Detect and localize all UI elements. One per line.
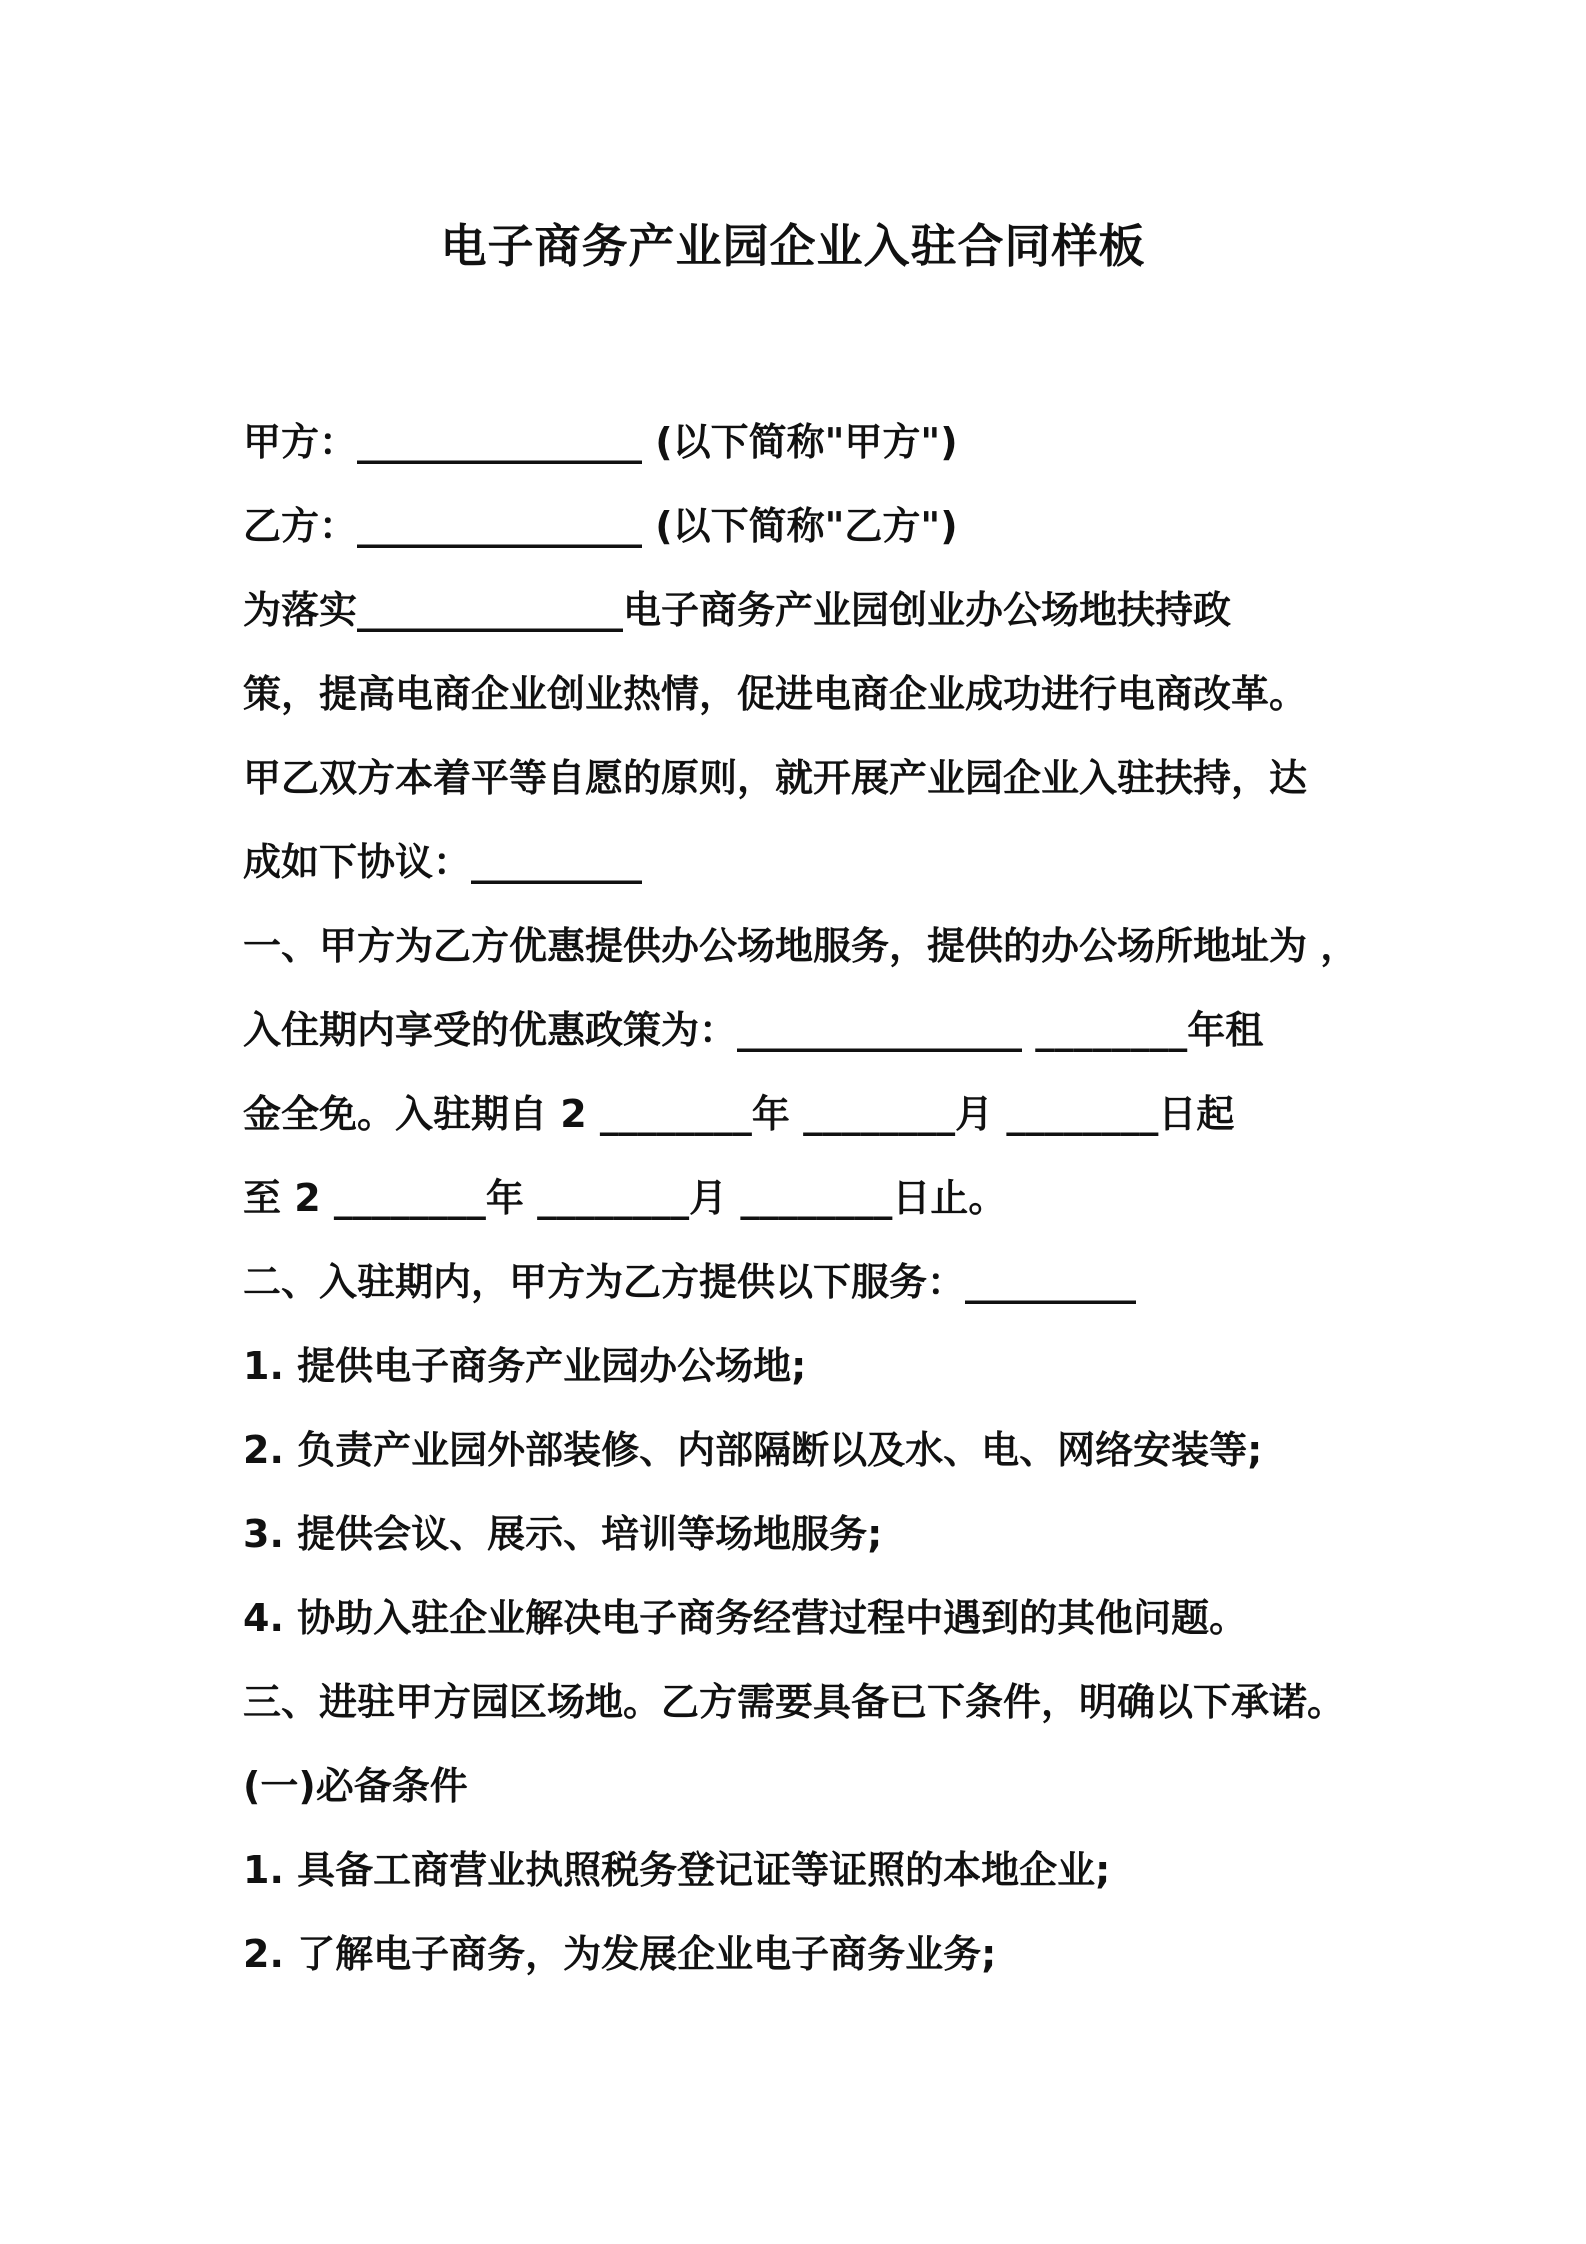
preamble-line-1: 为落实______________电子商务产业园创业办公场地扶持政	[243, 588, 1232, 632]
preamble-line-2: 策，提高电商企业创业热情，促进电商企业成功进行电商改革。	[243, 672, 1308, 716]
preamble-line-3: 甲乙双方本着平等自愿的原则，就开展产业园企业入驻扶持，达	[243, 756, 1308, 800]
clause-1-line-3: 金全免。入驻期自 2 ________年 ________月 ________日起	[243, 1092, 1235, 1136]
requirements-heading: (一)必备条件	[243, 1764, 468, 1808]
service-item-4: 4. 协助入驻企业解决电子商务经营过程中遇到的其他问题。	[243, 1596, 1248, 1640]
preamble-line-4: 成如下协议：_________	[243, 840, 643, 884]
service-item-2: 2. 负责产业园外部装修、内部隔断以及水、电、网络安装等;	[243, 1428, 1263, 1472]
document-body	[243, 400, 1363, 1996]
service-item-3: 3. 提供会议、展示、培训等场地服务;	[243, 1512, 883, 1556]
clause-1-line-2: 入住期内享受的优惠政策为：_______________ ________年租	[243, 1008, 1264, 1052]
service-item-1: 1. 提供电子商务产业园办公场地;	[243, 1344, 807, 1388]
clause-3-heading: 三、进驻甲方园区场地。乙方需要具备已下条件，明确以下承诺。	[243, 1680, 1346, 1724]
clause-2-heading: 二、入驻期内，甲方为乙方提供以下服务：_________	[243, 1260, 1137, 1304]
requirement-item-2: 2. 了解电子商务，为发展企业电子商务业务;	[243, 1932, 997, 1976]
document-title: 电子商务产业园企业入驻合同样板	[440, 219, 1146, 273]
clause-1-line-1: 一、甲方为乙方优惠提供办公场地服务，提供的办公场所地址为 ，	[243, 924, 1359, 968]
party-a-line: 甲方：_______________ (以下简称"甲方")	[243, 420, 958, 464]
clause-1-line-4: 至 2 ________年 ________月 ________日止。	[243, 1176, 1007, 1220]
requirement-item-1: 1. 具备工商营业执照税务登记证等证照的本地企业;	[243, 1848, 1111, 1892]
party-b-line: 乙方：_______________ (以下简称"乙方")	[243, 504, 958, 548]
